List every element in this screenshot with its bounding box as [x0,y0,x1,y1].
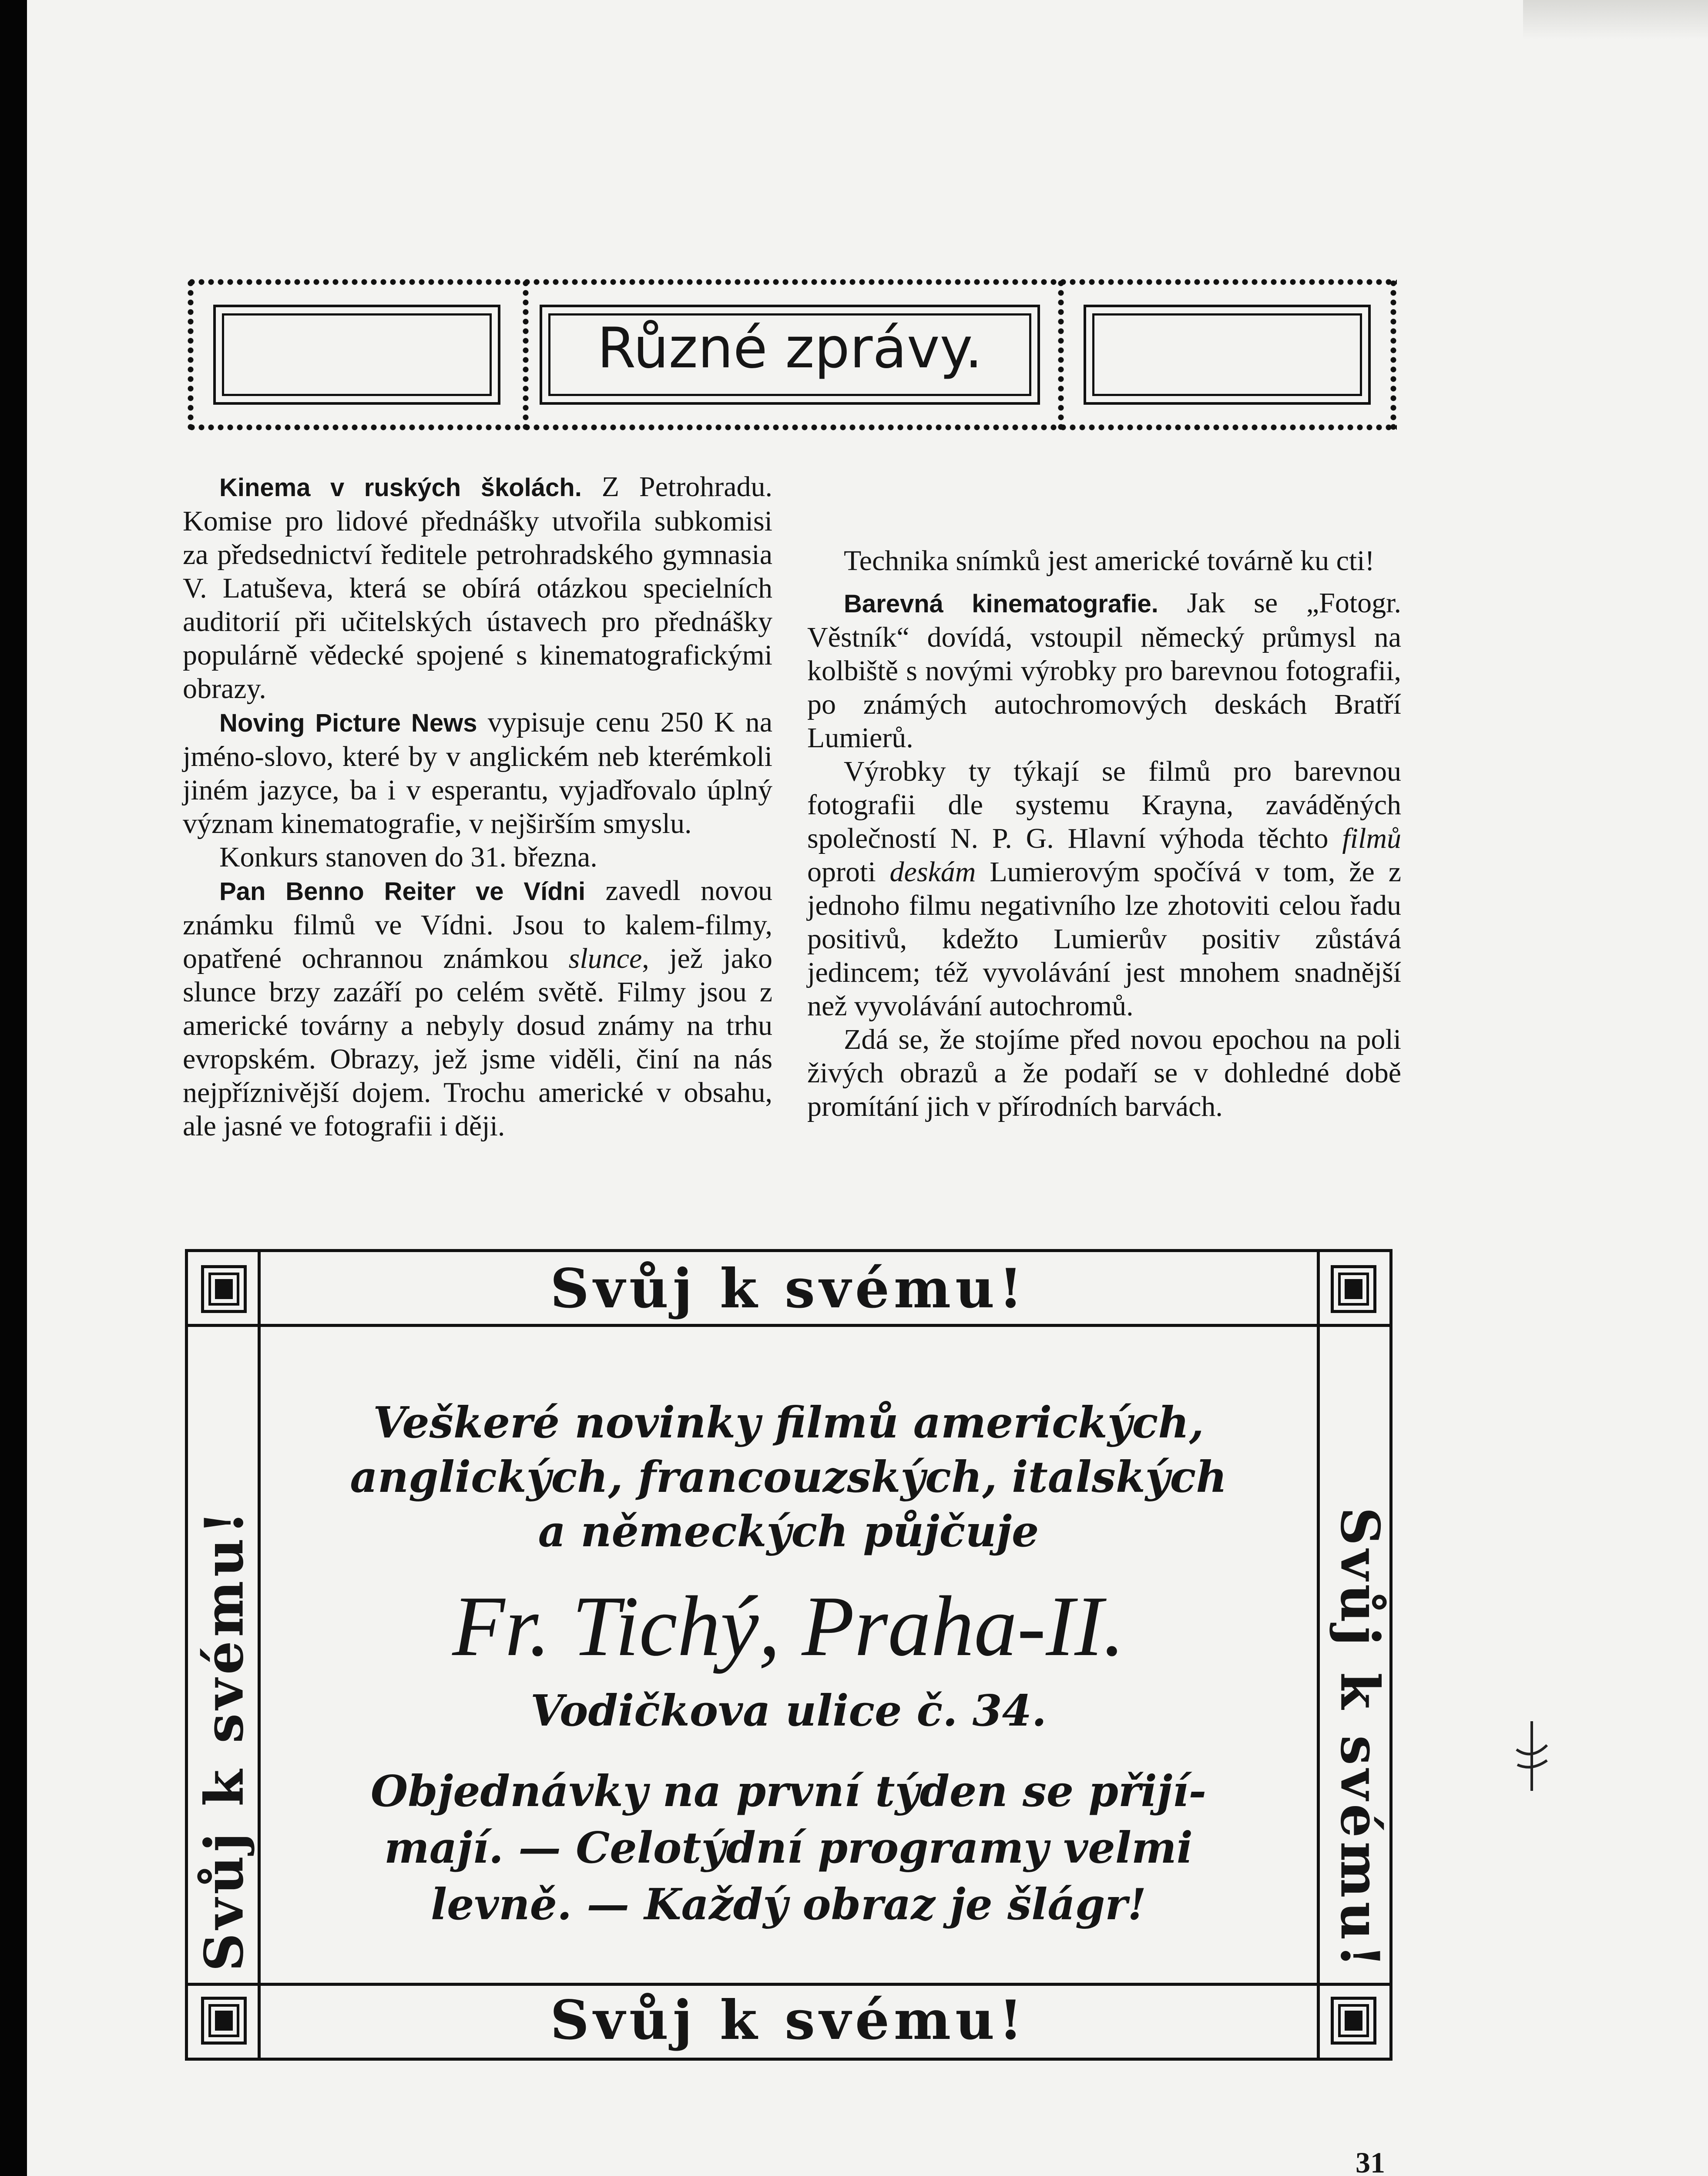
corner-ornament-icon [188,1252,260,1326]
header-ornament-box-left [213,305,500,405]
article-reiter-closing: Technika snímků jest americké továrně ku cti! [844,545,1375,577]
ad-line: a německých půjčuje [538,1507,1039,1557]
advertisement [185,1249,1393,2061]
article-barevna-p2 [807,755,1401,1023]
article-column-left [183,470,772,1143]
article-kinema [183,470,772,705]
dotted-divider-2 [1057,279,1064,431]
article-text: zavedl novou známku filmů ve Vídni. Jsou to kalem-filmy, opatřené ochrannou známkou [183,875,772,974]
ad-line: anglických, francouzských, italských [350,1452,1227,1502]
article-text: vypisuje cenu 250 K na jméno-slovo, které by v anglickém neb kterémkoli jiném jazyce, ba i v esperantu, vyjadřovalo úplný význam kinematografie, v nejširším smyslu. [183,706,772,840]
article-reiter [183,874,772,1143]
article-emphasis: slunce [568,943,642,974]
dotted-divider-1 [522,279,529,431]
article-text: Jak se „Fotogr. Věstník“ dovídá, vstoupil německý průmysl na kolbiště s novými výrobky pro barevnou fotografii, po známých autochromových deskách Bratří Lumierů. [807,587,1401,754]
article-emphasis: filmů [1342,823,1401,854]
article-column-right [807,470,1401,1123]
ad-line: Veškeré novinky filmů amerických, [373,1398,1204,1448]
header-ornament-box-right [1084,305,1371,405]
article-lead: Pan Benno Reiter ve Vídni [219,877,586,906]
ad-address: Vodičkova ulice č. 34. [530,1686,1047,1736]
article-text: oproti [807,856,890,888]
page-number: 31 [1356,2146,1385,2176]
dotted-border-top [187,279,1397,285]
header-title-box [540,305,1040,405]
ad-slogan-right: Svůj k svému! [1329,1507,1392,1971]
article-text: Z Petrohradu. Komise pro lidové přednášky utvořila subkomisi za předsednictví ředitele petrohradského gymnasia V. Latuševa, která se obírá otázkou specielních auditorií při učitelských ústavech pro přednášky populárně vědecké spojené s kinematografickými obrazy. [183,471,772,705]
ad-order-line: mají. — Celotýdní programy velmi [384,1823,1193,1873]
article-lead: Kinema v ruských školách. [219,473,582,502]
article-lead: Noving Picture News [219,709,477,737]
dotted-border-bottom [187,424,1397,431]
article-barevna-p3: Zdá se, že stojíme před novou epochou na poli živých obrazů a že podaří se v dohledné době promítání jich v přírodních barvách. [807,1024,1401,1122]
article-noving-deadline: Konkurs stanoven do 31. března. [219,841,597,873]
dotted-border-right [1390,279,1397,431]
section-header [187,279,1397,431]
scan-edge [0,0,27,2176]
ad-slogan-top: Svůj k svému! [550,1257,1027,1320]
ad-order-text [260,1763,1317,1933]
article-noving [183,705,772,840]
ad-body [260,1396,1317,1933]
article-emphasis: deskám [889,856,976,888]
ad-slogan-bottom: Svůj k svému! [550,1989,1027,2052]
article-text: Výrobky ty týkají se filmů pro barevnou fotografii dle systemu Krayna, zaváděných společností N. P. G. Hlavní výhoda těchto [807,756,1401,854]
article-text: , jež jako slunce brzy zazáří po celém světě. Filmy jsou z americké továrny a nebyly dosud známy na trhu evropském. Obrazy, jež jsme viděli, činí na nás nejpříznivější dojem. Trochu americké v obsahu, ale jasné ve fotografii i ději. [183,943,772,1142]
ad-order-line: Objednávky na první týden se přijí- [370,1766,1207,1817]
ad-company-name: Fr. Tichý, Praha-II. [452,1578,1125,1674]
margin-mark-icon [1512,1719,1551,1793]
scan-stain [1523,0,1708,39]
article-text: Lumierovým spočívá v tom, že z jednoho filmu negativního lze zhotoviti celou řadu positivů, kdežto Lumierův positiv zůstává jedincem; též vyvolávání jest mnohem snadnější než vyvolávání autochromů. [807,856,1401,1022]
ad-rule-right [1317,1252,1320,2058]
corner-ornament-icon [1318,1252,1389,1326]
section-title: Různé zprávy. [597,316,983,381]
article-barevna [807,586,1401,755]
dotted-border-left [187,279,194,431]
ad-slogan-left: Svůj k svému! [192,1507,255,1971]
ad-order-line: levně. — Každý obraz je šlágr! [430,1880,1147,1930]
article-lead: Barevná kinematografie. [844,590,1158,618]
